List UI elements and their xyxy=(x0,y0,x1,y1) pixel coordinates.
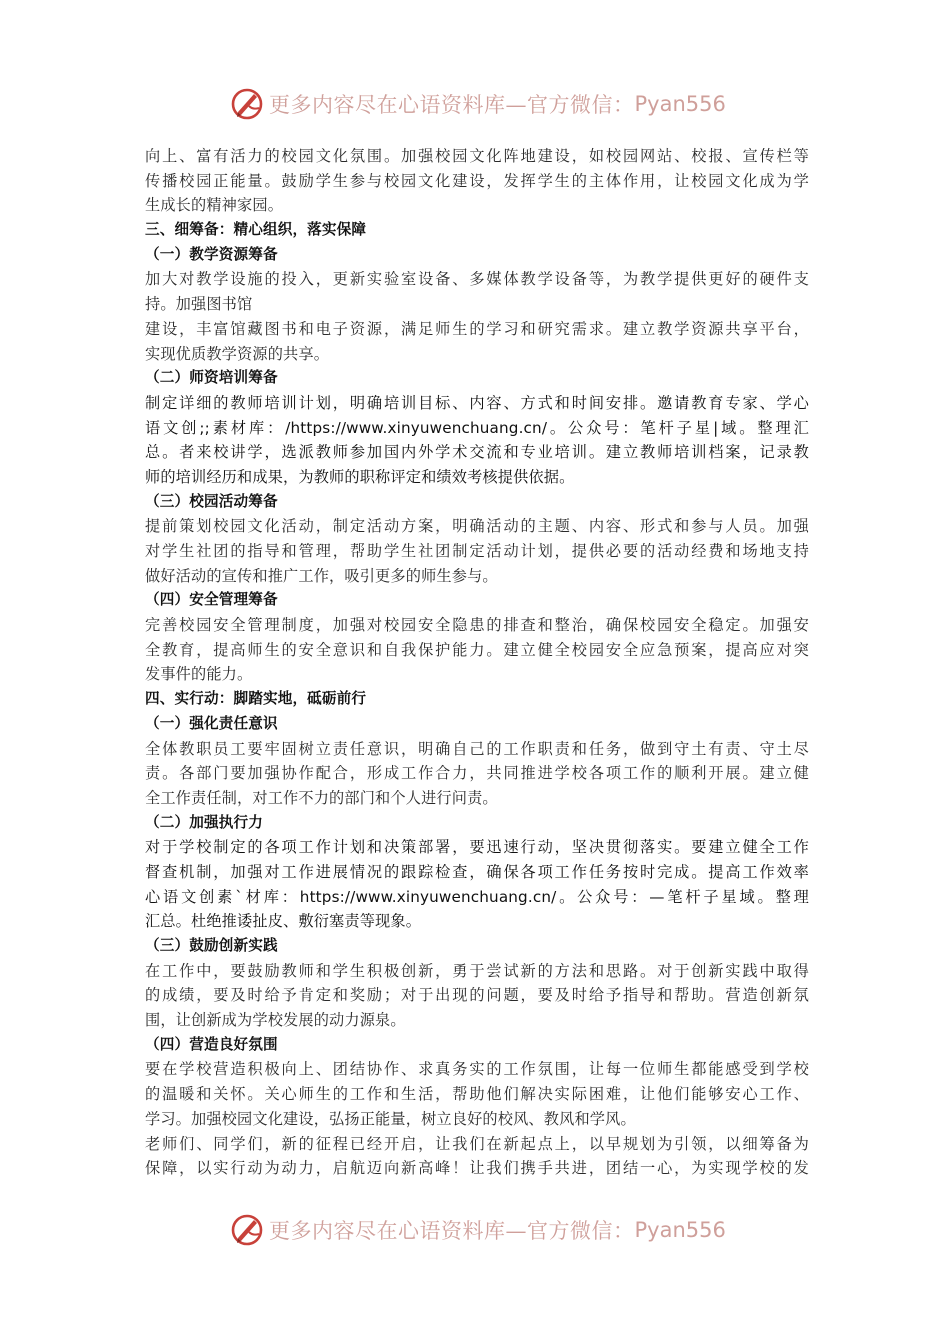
banner-text: 更多内容尽在心语资料库—官方微信： xyxy=(269,93,635,117)
text-line: 提前策划校园文化活动，制定活动方案，明确活动的主题、内容、形式和参与人员。加强 xyxy=(145,517,809,536)
text-line: 保障，以实行动为动力，启航迈向新高峰！让我们携手共进，团结一心，为实现学校的发 xyxy=(145,1159,809,1178)
text-line: 督查机制，加强对工作进展情况的跟踪检查，确保各项工作任务按时完成。提高工作效率 xyxy=(145,862,809,881)
text-line: 制定详细的教师培训计划，明确培训目标、内容、方式和时间安排。邀请教育专家、学心 xyxy=(145,393,809,412)
text-line: 学习。加强校园文化建设，弘扬正能量，树立良好的校风、教风和学风。 xyxy=(145,1109,636,1128)
text-line: 做好活动的宣传和推广工作，吸引更多的师生参与。 xyxy=(145,566,498,585)
banner-wechat-id: Pyan556 xyxy=(634,92,726,116)
section-heading: （一）教学资源筹备 xyxy=(145,245,278,263)
section-heading: （四）营造良好氛围 xyxy=(145,1035,278,1053)
text-line: 全体教职员工要牢固树立责任意识，明确自己的工作职责和任务，做到守土有责、守土尽 xyxy=(145,739,809,758)
text-line: 持。加强图书馆 xyxy=(145,295,253,314)
section-heading: （四）安全管理筹备 xyxy=(145,591,278,609)
banner-text: 更多内容尽在心语资料库—官方微信： xyxy=(269,1219,635,1243)
section-heading: （一）强化责任意识 xyxy=(145,714,278,732)
text-line: 围，让创新成为学校发展的动力源泉。 xyxy=(145,1011,406,1030)
text-line: 生成长的精神家园。 xyxy=(145,196,284,215)
text-line: 对学生社团的指导和管理，帮助学生社团制定活动计划，提供必要的活动经费和场地支持 xyxy=(145,542,809,560)
text-line: 在工作中，要鼓励教师和学生积极创新，勇于尝试新的方法和思路。对于创新实践中取得 xyxy=(145,961,809,980)
text-line: 的温暖和关怀。关心师生的工作和生活，帮助他们解决实际困难，让他们能够安心工作、 xyxy=(145,1085,809,1104)
text-line: 传播校园正能量。鼓励学生参与校园文化建设，发挥学生的主体作用，让校园文化成为学 xyxy=(145,171,809,190)
document-body xyxy=(145,144,809,1181)
text-line: 建设，丰富馆藏图书和电子资源，满足师生的学习和研究需求。建立教学资源共享平台， xyxy=(145,319,809,338)
text-line: 发事件的能力。 xyxy=(145,665,253,684)
pen-logo-icon xyxy=(229,86,265,122)
banner-wechat-id: Pyan556 xyxy=(634,1218,726,1242)
text-line: 语文创;;素材库：/https://www.xinyuwenchuang.cn/。公众号：笔杆子星|域。整理汇 xyxy=(145,418,809,437)
header-banner xyxy=(0,82,950,126)
text-line: 责。各部门要加强协作配合，形成工作合力，共同推进学校各项工作的顺利开展。建立健 xyxy=(145,764,809,783)
text-line: 向上、富有活力的校园文化氛围。加强校园文化阵地建设，如校园网站、校报、宣传栏等 xyxy=(145,147,809,165)
text-line: 要在学校营造积极向上、团结协作、求真务实的工作氛围，让每一位师生都能感受到学校 xyxy=(145,1060,809,1079)
text-line: 总。者来校讲学，选派教师参加国内外学术交流和专业培训。建立教师培训档案，记录教 xyxy=(145,443,809,462)
text-line: 实现优质教学资源的共享。 xyxy=(145,344,330,363)
section-heading: （二）加强执行力 xyxy=(145,813,263,831)
pen-logo-icon xyxy=(229,1212,265,1248)
section-heading: （二）师资培训筹备 xyxy=(145,369,278,387)
text-line: 的成绩，要及时给予肯定和奖励；对于出现的问题，要及时给予指导和帮助。营造创新氛 xyxy=(145,986,809,1005)
text-line: 全工作责任制，对工作不力的部门和个人进行问责。 xyxy=(145,788,498,807)
text-line: 完善校园安全管理制度，加强对校园安全隐患的排查和整治，确保校园安全稳定。加强安 xyxy=(145,616,809,635)
text-line: 全教育，提高师生的安全意识和自我保护能力。建立健全校园安全应急预案，提高应对突 xyxy=(145,640,809,659)
text-line: 师的培训经历和成果，为教师的职称评定和绩效考核提供依据。 xyxy=(145,467,575,486)
text-line: 加大对教学设施的投入，更新实验室设备、多媒体教学设备等，为教学提供更好的硬件支 xyxy=(145,270,809,289)
text-line: 心语文创素`材库：https://www.xinyuwenchuang.cn/。公众号：—笔杆子星域。整理 xyxy=(145,887,809,906)
text-line: 汇总。杜绝推诿扯皮、敷衍塞责等现象。 xyxy=(145,912,422,931)
section-heading: （三）鼓励创新实践 xyxy=(145,937,278,954)
section-heading: 三、细筹备：精心组织，落实保障 xyxy=(145,221,367,239)
section-heading: （三）校园活动筹备 xyxy=(145,492,278,510)
text-line: 老师们、同学们，新的征程已经开启，让我们在新起点上，以早规划为引领，以细筹备为 xyxy=(145,1134,809,1153)
section-heading: 四、实行动：脚踏实地，砥砺前行 xyxy=(145,690,367,708)
footer-banner xyxy=(0,1208,950,1252)
text-line: 对于学校制定的各项工作计划和决策部署，要迅速行动，坚决贯彻落实。要建立健全工作 xyxy=(145,838,809,857)
